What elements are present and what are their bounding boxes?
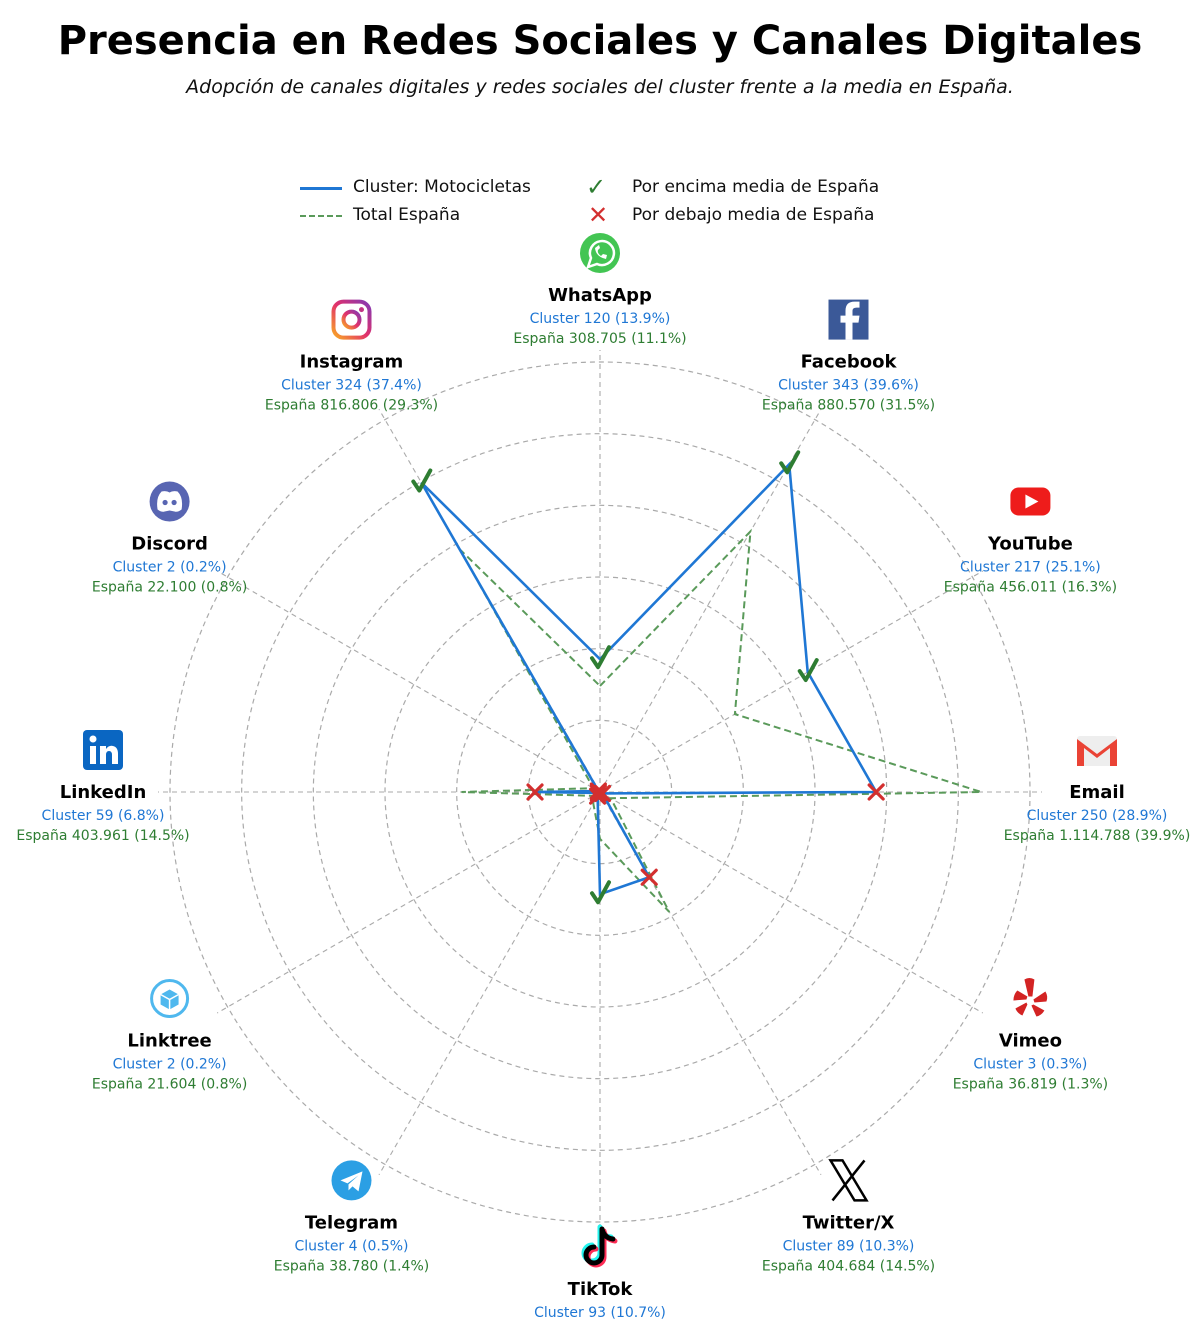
- category-name-tiktok: TikTok: [567, 1279, 633, 1300]
- category-name-whatsapp: WhatsApp: [548, 285, 652, 306]
- legend-above-label: Por encima media de España: [632, 177, 880, 197]
- category-spain-label-linkedin: España 403.961 (14.5%): [16, 828, 190, 844]
- category-spain-label-telegram: España 38.780 (1.4%): [273, 1258, 430, 1275]
- category-spain-label-youtube: España 456.011 (16.3%): [943, 579, 1118, 596]
- legend-below-label: Por debajo media de España: [632, 205, 875, 225]
- category-spain-label-linktree: España 21.604 (0.8%): [91, 1076, 248, 1093]
- category-name-telegram: Telegram: [304, 1212, 399, 1234]
- instagram-icon: [334, 302, 370, 338]
- category-cluster-label-linkedin: Cluster 59 (6.8%): [41, 808, 165, 824]
- tiktok-icon: [584, 1227, 615, 1265]
- grid-spoke: [217, 792, 600, 1013]
- category-name-discord: Discord: [131, 533, 208, 555]
- category-spain-label-email: España 1.114.788 (39.9%): [1003, 828, 1191, 844]
- category-name-instagram: Instagram: [299, 351, 404, 373]
- linkedin-icon: [83, 730, 123, 770]
- category-name-email: Email: [1069, 782, 1125, 803]
- grid-spoke: [600, 571, 983, 792]
- category-spain-label-discord: España 22.100 (0.8%): [91, 579, 248, 596]
- category-cluster-label-whatsapp: Cluster 120 (13.9%): [529, 311, 671, 327]
- yelp-icon: [1013, 978, 1047, 1017]
- legend-check-icon: ✓: [586, 173, 607, 201]
- category-cluster-label-youtube: Cluster 217 (25.1%): [960, 559, 1101, 576]
- category-cluster-label-vimeo: Cluster 3 (0.3%): [973, 1056, 1088, 1073]
- category-cluster-label-email: Cluster 250 (28.9%): [1026, 808, 1168, 824]
- category-spain-label-whatsapp: España 308.705 (11.1%): [513, 331, 687, 347]
- grid-spoke: [600, 792, 983, 1013]
- legend-cross-icon: ✕: [588, 201, 609, 229]
- category-name-linkedin: LinkedIn: [59, 782, 147, 803]
- category-cluster-label-linktree: Cluster 2 (0.2%): [112, 1056, 227, 1073]
- category-cluster-label-instagram: Cluster 324 (37.4%): [281, 377, 422, 394]
- category-spain-label-instagram: España 816.806 (29.3%): [264, 397, 439, 414]
- youtube-icon: [1010, 488, 1050, 516]
- linktree-icon: [152, 981, 188, 1017]
- category-name-youtube: YouTube: [988, 533, 1073, 555]
- category-name-linktree: Linktree: [127, 1030, 212, 1052]
- legend-spain-label: Total España: [353, 205, 461, 225]
- category-name-vimeo: Vimeo: [998, 1030, 1062, 1052]
- gmail-icon: [1077, 736, 1117, 766]
- category-spain-label-facebook: España 880.570 (31.5%): [761, 397, 936, 414]
- discord-icon: [150, 482, 190, 522]
- chart-title: Presencia en Redes Sociales y Canales Digitales: [57, 18, 1143, 64]
- category-cluster-label-twitterx: Cluster 89 (10.3%): [782, 1238, 915, 1255]
- legend-cluster-label: Cluster: Motocicletas: [353, 177, 531, 197]
- whatsapp-icon: [580, 233, 620, 273]
- category-spain-label-twitterx: España 404.684 (14.5%): [761, 1258, 936, 1275]
- category-name-twitterx: Twitter/X: [802, 1212, 895, 1234]
- category-cluster-label-discord: Cluster 2 (0.2%): [112, 559, 227, 576]
- x-icon: [831, 1160, 867, 1200]
- facebook-icon: [829, 300, 869, 340]
- category-cluster-label-facebook: Cluster 343 (39.6%): [778, 377, 919, 394]
- category-spain-label-vimeo: España 36.819 (1.3%): [952, 1076, 1109, 1093]
- category-cluster-label-telegram: Cluster 4 (0.5%): [294, 1238, 409, 1255]
- category-name-facebook: Facebook: [800, 351, 897, 373]
- grid-spoke: [379, 792, 600, 1175]
- category-cluster-label-tiktok: Cluster 93 (10.7%): [534, 1305, 666, 1320]
- telegram-icon: [332, 1160, 372, 1200]
- chart-subtitle: Adopción de canales digitales y redes sociales del cluster frente a la media en España.: [186, 76, 1014, 98]
- series-spain-line: [460, 531, 981, 912]
